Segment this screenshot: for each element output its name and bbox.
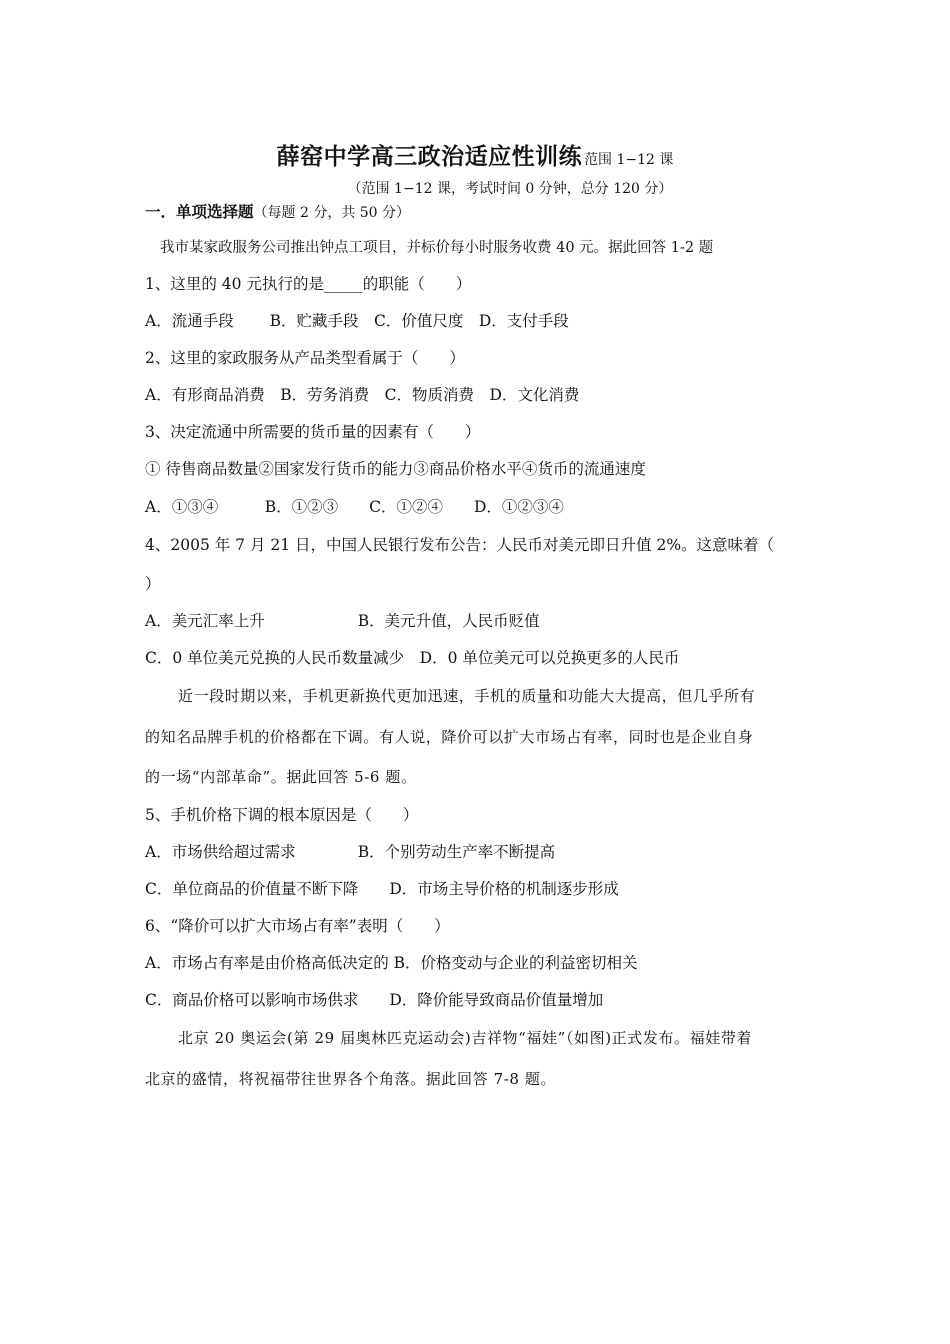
question-4-options-ab: A．美元汇率上升 B．美元升值，人民币贬值 [145, 612, 540, 630]
title-suffix: 范围 1−12 课 [584, 152, 674, 168]
question-4-stem: 4、2005 年 7 月 21 日，中国人民银行发布公告：人民币对美元即日升值 2%。这意味着（ [145, 536, 775, 554]
question-5-stem: 5、手机价格下调的根本原因是（ ） [145, 806, 419, 824]
question-5-options-cd: C．单位商品的价值量不断下降 D．市场主导价格的机制逐步形成 [145, 880, 619, 898]
intro-passage-1: 我市某家政服务公司推出钟点工项目，并标价每小时服务收费 40 元。据此回答 1-2 题 [160, 240, 714, 256]
question-4-stem-continued: ） [145, 575, 161, 593]
passage-2-line-1: 近一段时期以来，手机更新换代更加迅速，手机的质量和功能大大提高，但几乎所有 [178, 687, 756, 705]
question-2-options: A．有形商品消费 B．劳务消费 C．物质消费 D．文化消费 [145, 386, 580, 404]
question-1-stem: 1、这里的 40 元执行的是_____的职能（ ） [145, 275, 472, 293]
section-heading [145, 202, 410, 223]
passage-2-line-3: 的一场“内部革命”。据此回答 5-6 题。 [145, 768, 417, 786]
passage-3-line-2: 北京的盛情，将祝福带往世界各个角落。据此回答 7-8 题。 [145, 1070, 557, 1088]
question-3-options: A．①③④ B．①②③ C．①②④ D．①②③④ [145, 498, 564, 516]
exam-info: （范围 1−12 课，考试时间 0 分钟，总分 120 分） [347, 181, 673, 197]
section-title: 一．单项选择题 [145, 203, 254, 221]
document-title [0, 138, 950, 171]
question-3-stem: 3、决定流通中所需要的货币量的因素有（ ） [145, 423, 481, 441]
question-4-options-cd: C．0 单位美元兑换的人民币数量减少 D．0 单位美元可以兑换更多的人民币 [145, 649, 680, 667]
question-1-options: A．流通手段 B．贮藏手段 C．价值尺度 D．支付手段 [145, 312, 569, 330]
question-6-options-ab: A．市场占有率是由价格高低决定的 B．价格变动与企业的利益密切相关 [145, 954, 638, 972]
passage-2-line-2: 的知名品牌手机的价格都在下调。有人说，降价可以扩大市场占有率，同时也是企业自身 [145, 728, 754, 746]
question-6-options-cd: C．商品价格可以影响市场供求 D．降价能导致商品价值量增加 [145, 991, 604, 1009]
question-6-stem: 6、“降价可以扩大市场占有率”表明（ ） [145, 917, 450, 935]
question-3-items: ① 待售商品数量②国家发行货币的能力③商品价格水平④货币的流通速度 [145, 460, 646, 478]
section-note: （每题 2 分，共 50 分） [253, 205, 411, 221]
question-2-stem: 2、这里的家政服务从产品类型看属于（ ） [145, 349, 465, 367]
question-5-options-ab: A．市场供给超过需求 B．个别劳动生产率不断提高 [145, 843, 556, 861]
title-main: 薛窑中学高三政治适应性训练 [276, 144, 583, 170]
passage-3-line-1: 北京 20 奥运会(第 29 届奥林匹克运动会)吉祥物“福娃”（如图)正式发布。福娃带着 [178, 1029, 753, 1047]
